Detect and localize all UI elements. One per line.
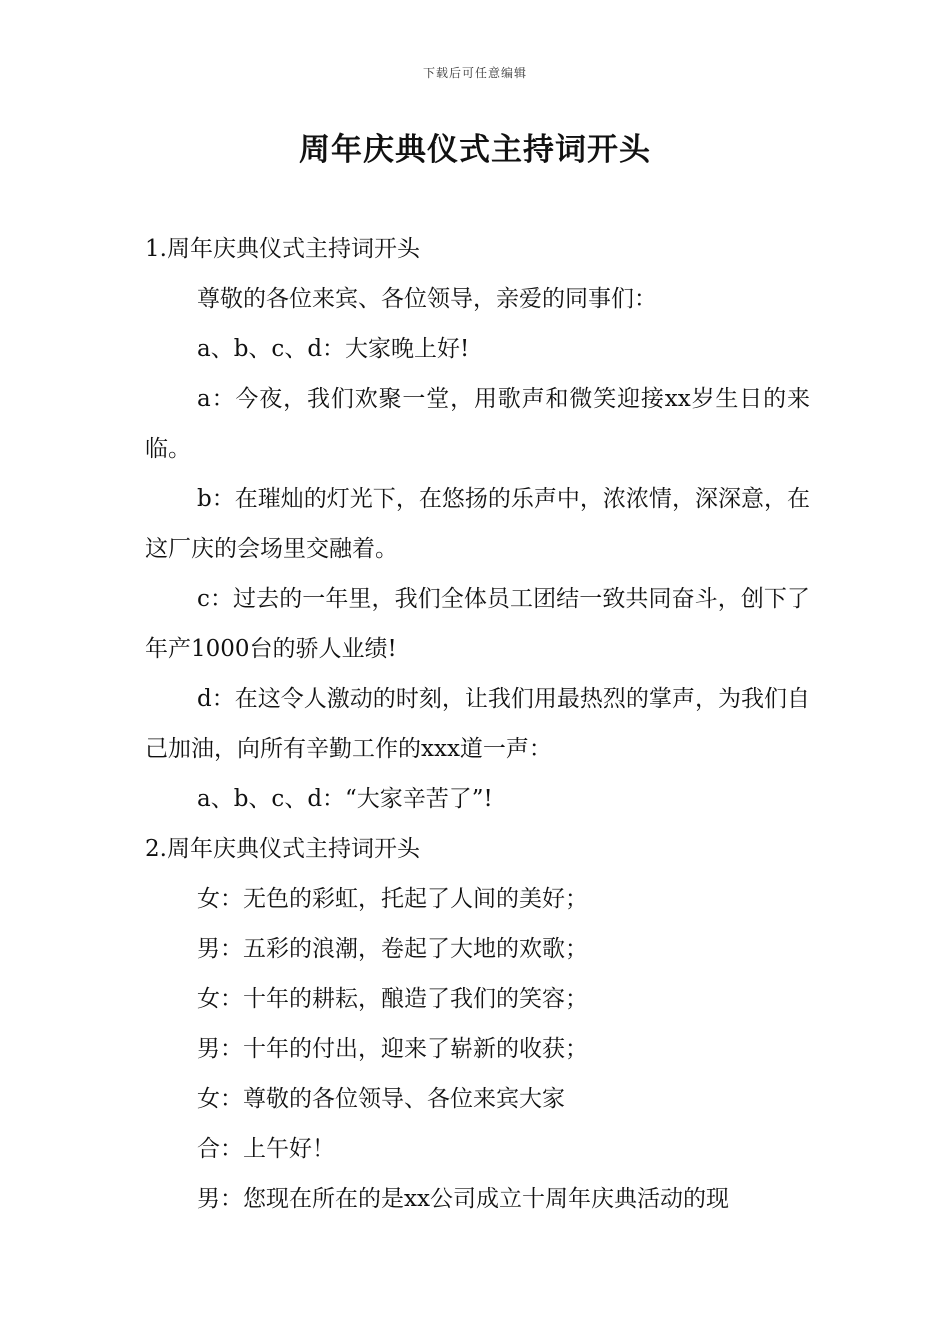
document-title: 周年庆典仪式主持词开头 xyxy=(299,132,651,168)
paragraph: 合：上午好！ xyxy=(197,1136,335,1162)
paragraph: 女：无色的彩虹，托起了人间的美好； xyxy=(197,886,588,912)
document-body xyxy=(145,224,810,1224)
section-heading-2: 2.周年庆典仪式主持词开头 xyxy=(145,836,420,862)
paragraph: 男：十年的付出，迎来了崭新的收获； xyxy=(197,1036,588,1062)
page-header-note: 下载后可任意编辑 xyxy=(422,66,527,80)
paragraph: 尊敬的各位来宾、各位领导，亲爱的同事们： xyxy=(197,286,657,312)
paragraph: d：在这令人激动的时刻，让我们用最热烈的掌声，为我们自己加油，向所有辛勤工作的xxx道一声： xyxy=(145,686,810,762)
paragraph: 男：您现在所在的是xx公司成立十周年庆典活动的现 xyxy=(197,1186,729,1212)
paragraph: b：在璀灿的灯光下，在悠扬的乐声中，浓浓情，深深意，在这厂庆的会场里交融着。 xyxy=(145,486,810,562)
paragraph: a、b、c、d：“大家辛苦了”! xyxy=(197,786,493,812)
paragraph: c：过去的一年里，我们全体员工团结一致共同奋斗，创下了年产1000台的骄人业绩! xyxy=(145,586,810,662)
paragraph: a：今夜，我们欢聚一堂，用歌声和微笑迎接xx岁生日的来临。 xyxy=(145,386,810,462)
section-heading-1: 1.周年庆典仪式主持词开头 xyxy=(145,236,420,262)
paragraph: 女：十年的耕耘，酿造了我们的笑容； xyxy=(197,986,588,1012)
paragraph: a、b、c、d：大家晚上好! xyxy=(197,336,470,362)
paragraph: 女：尊敬的各位领导、各位来宾大家 xyxy=(197,1086,565,1112)
paragraph: 男：五彩的浪潮，卷起了大地的欢歌； xyxy=(197,936,588,962)
